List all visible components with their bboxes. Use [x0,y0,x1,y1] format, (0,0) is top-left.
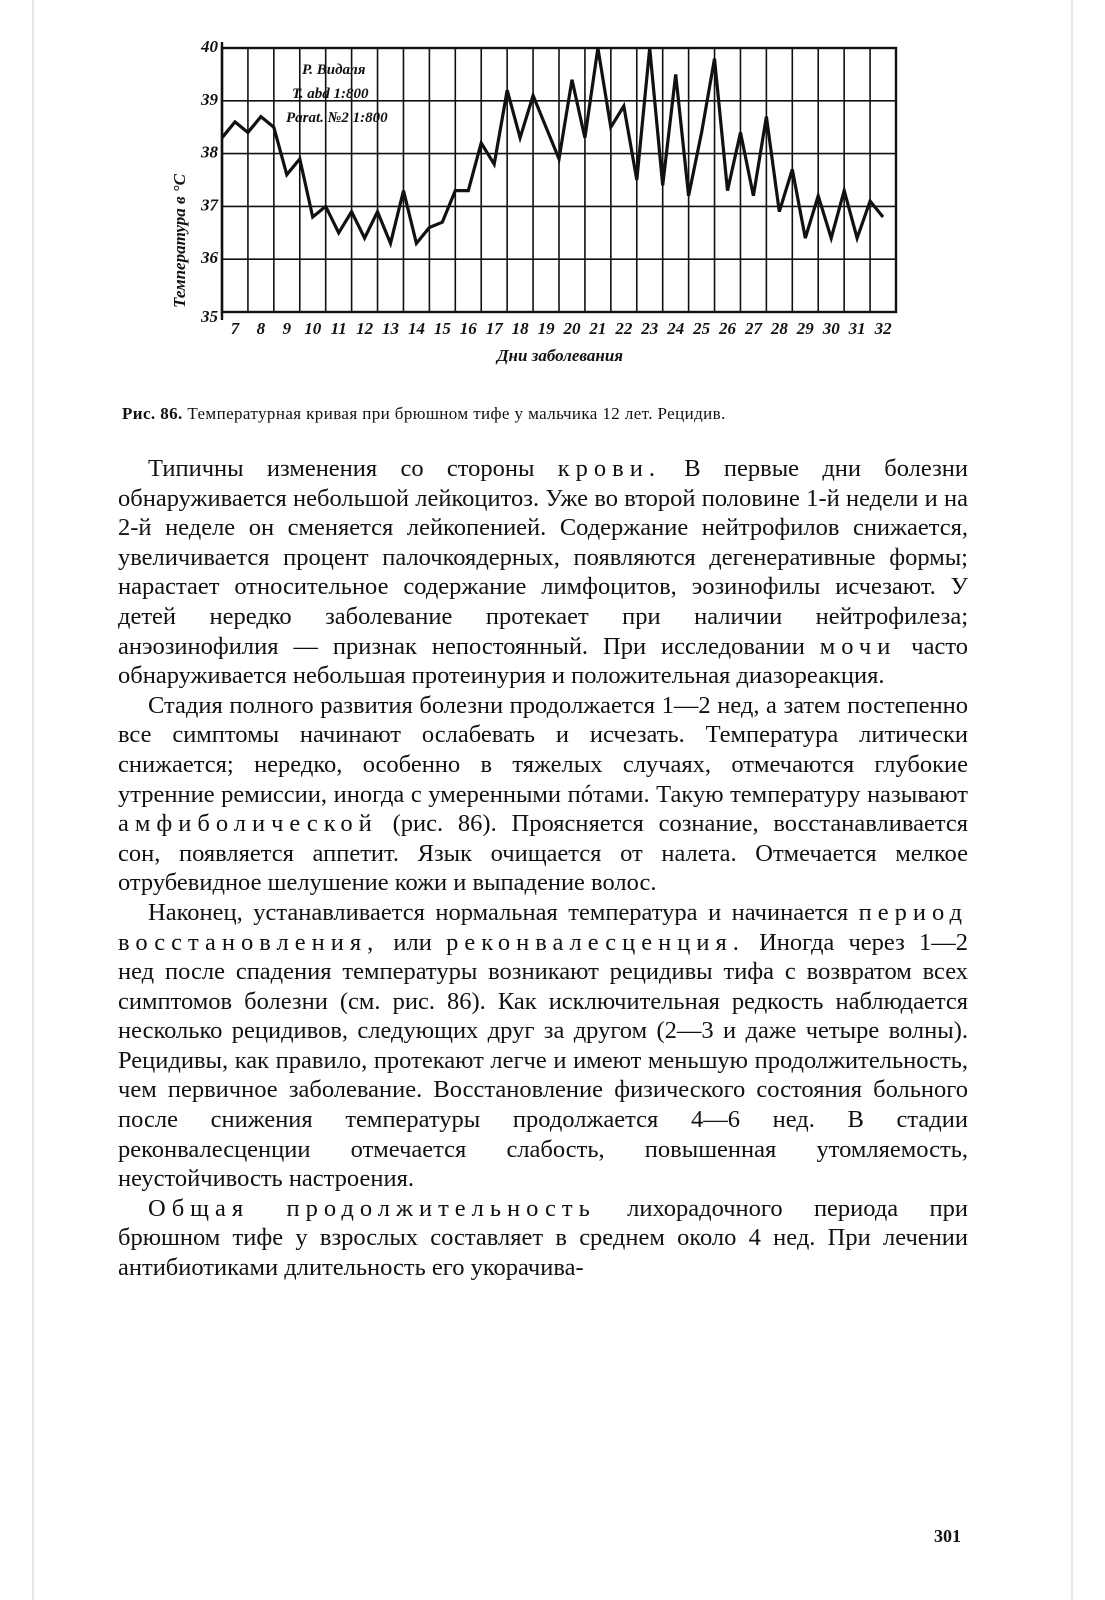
page-number: 301 [934,1526,961,1546]
text-span: или [379,928,447,956]
y-axis-title: Температура в °C [170,174,189,308]
x-axis-title: Дни заболевания [496,346,624,365]
x-tick-label: 15 [433,319,451,338]
x-tick-label: 14 [407,319,425,338]
x-tick-label: 23 [641,319,659,338]
text-span: Стадия полного развития болезни продолжается 1—2 нед, а затем постепенно все симптомы начинают ослабевать и исчезать. Температура литически снижается; нередко, особенно в тяжелых случаях, отмечаются глубокие утренние ремиссии, иногда с умеренными пóтами. Такую температуру называют [118,691,968,808]
text-span: (рис. 86). Проясняется сознание, восстанавливается сон, появляется аппетит. Язык очищается от налета. Отмечается мелкое отрубевидное шелушение кожи и выпадение волос. [118,810,968,897]
chart-annotations [286,62,388,126]
spaced-term: период восстановления, [118,898,968,956]
x-tick-label: 20 [563,319,581,338]
text-span: В первые дни болезни обнаруживается небольшой лейкоцитоз. Уже во второй половине 1-й недели и на 2-й неделе он сменяется лейкопенией. Содержание нейтрофилов снижается, увеличивается процент палочкоядерных, появляются дегенеративные формы; нарастает относительное содержание лимфоцитов, эозинофилы исчезают. У детей нередко заболевание протекает при наличии нейтрофилеза; анэозинофилия — признак непостоянный. При исследовании [118,455,968,660]
x-tick-label: 16 [459,319,477,338]
x-tick-label: 18 [511,319,529,338]
x-tick-label: 7 [230,319,240,338]
paragraph-4 [118,1194,968,1283]
x-tick-label: 12 [356,319,374,338]
x-tick-label: 31 [848,319,866,338]
y-tick-labels [200,37,220,326]
y-tick-label: 38 [201,142,218,162]
annotation-typhoid-titer: T. abd 1:800 [292,86,369,102]
annotation-widal: P. Видаля [302,62,366,78]
x-tick-label: 30 [822,319,840,338]
x-tick-label: 19 [537,319,555,338]
spaced-term: амфиболической [118,810,378,838]
page-edge-right [1071,0,1073,1600]
figure-number: Рис. 86. [122,404,183,423]
text-span: Наконец, устанавливается нормальная температура и начинается [148,898,859,926]
text-span: Иногда через 1—2 нед после спадения температуры возникают рецидивы тифа с возвратом всех симптомов болезни (см. рис. 86). Как исключительная редкость наблюдается несколько рецидивов, следующих друг за другом (2—3 и даже четыре волны). Рецидивы, как правило, протекают легче и имеют меньшую продолжительность, чем первичное заболевание. Восстановление физического состояния больного после снижения температуры продолжается 4—6 нед. В стадии реконвалесценции отмечается слабость, повышенная утомляемость, неустойчивость настроения. [118,928,968,1193]
temperature-chart [150,36,910,366]
annotation-paratyphoid-titer: Parat. №2 1:800 [286,110,388,126]
x-tick-label: 17 [485,319,503,338]
paragraph-1 [118,454,968,691]
spaced-term: мочи [819,632,897,660]
x-tick-label: 25 [693,319,711,338]
x-tick-label: 21 [589,319,607,338]
paragraph-2 [118,691,968,898]
figure-caption [122,404,982,424]
y-tick-label: 37 [201,195,218,215]
x-tick-label: 10 [304,319,322,338]
y-tick-label: 35 [201,307,218,326]
y-tick-label: 36 [201,248,218,268]
text-span: часто обнаруживается небольшая протеинурия и положительная диазореакция. [118,632,968,690]
spaced-term: реконвалесценция. [446,928,745,956]
page-edge-left [32,0,34,1600]
x-tick-label: 32 [874,319,892,338]
x-tick-label: 9 [282,319,292,338]
y-tick-label: 39 [201,89,218,109]
spaced-term: крови. [557,455,661,482]
text-span: лихорадочного периода при брюшном тифе у взрослых составляет в среднем около 4 нед. При лечении антибиотиками длительность его укорачива- [118,1194,968,1282]
x-tick-label: 24 [667,319,685,338]
y-tick-label: 40 [201,37,218,56]
body-text [118,454,968,1283]
x-tick-label: 28 [770,319,788,338]
paragraph-3 [118,898,968,1194]
x-tick-label: 11 [330,319,347,338]
x-tick-label: 22 [615,319,633,338]
spaced-term: Общая продолжительность [148,1194,596,1222]
x-tick-label: 8 [256,319,266,338]
x-tick-label: 27 [744,319,762,338]
figure-caption-text: Температурная кривая при брюшном тифе у мальчика 12 лет. Рецидив. [187,404,726,423]
x-tick-label: 29 [796,319,814,338]
text-span: Типичны изменения со стороны [148,455,558,482]
x-tick-labels [231,319,892,338]
x-tick-label: 13 [382,319,400,338]
x-tick-label: 26 [719,319,737,338]
